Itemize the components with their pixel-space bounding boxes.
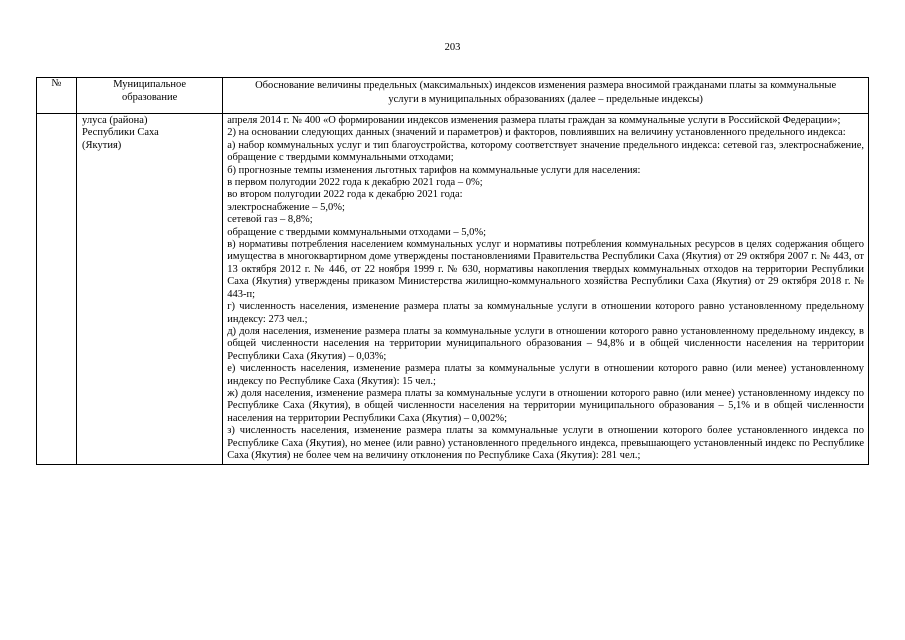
header-num: № — [37, 78, 77, 114]
justification-paragraph: апреля 2014 г. № 400 «О формировании индексов изменения размера платы граждан за коммунальные услуги в Российской Федерации»; — [227, 115, 841, 126]
justification-paragraph: е) численность населения, изменение размера платы за коммунальные услуги в отношении которого равно (или менее) установленному индексу по Республике Саха (Якутия): 15 чел.; — [227, 363, 864, 387]
table-row — [37, 114, 869, 465]
page-number: 203 — [444, 42, 461, 53]
header-justification — [223, 78, 869, 114]
row-municipality-text: улуса (района) Республики Саха (Якутия) — [82, 115, 159, 151]
justification-paragraph: д) доля населения, изменение размера платы за коммунальные услуги в отношении которого равно установленному предельному индексу, в общей численности населения на территории муниципального образования – 94,8% и в общей численности населения на территории Республики Саха (Якутия) – 0,03%; — [227, 325, 864, 362]
row-num-cell — [37, 114, 77, 465]
justification-paragraph: а) набор коммунальных услуг и тип благоустройства, которому соответствует значение предельного индекса: сетевой газ, электроснабжение, обращение с твердыми коммунальными отходами; — [227, 139, 864, 164]
table-header-row — [37, 78, 869, 114]
row-municipality-cell — [77, 114, 223, 465]
justification-paragraph: ж) доля населения, изменение размера платы за коммунальные услуги в отношении которого равно (или менее) установленному индексу по Республике Саха (Якутия), в общей численности населения на территории муниципального образования – 5,1% и в общей численности населения на территории Республики Саха (Якутия) – 0,002%; — [227, 387, 864, 424]
row-justification-cell — [223, 114, 869, 465]
justification-paragraph: электроснабжение – 5,0%; — [227, 201, 345, 213]
justification-paragraph: сетевой газ – 8,8%; — [227, 214, 313, 226]
header-municipality — [77, 78, 223, 114]
justification-table — [36, 77, 869, 465]
justification-paragraph: в первом полугодии 2022 года к декабрю 2021 года – 0%; — [227, 177, 483, 189]
header-municipality-text: Муниципальное образование — [113, 79, 187, 103]
justification-paragraph: 2) на основании следующих данных (значений и параметров) и факторов, повлиявших на величину установленного предельного индекса: — [227, 127, 846, 139]
justification-paragraph: з) численность населения, изменение размера платы за коммунальные услуги в отношении которого более установленного индекса по Республике Саха (Якутия), но менее (или равно) установленного предельного индекса, превышающего установленный индекс по Республике Саха (Якутия) не более чем на величину отклонения по Республике Саха (Якутия): 281 чел.; — [227, 425, 864, 461]
justification-paragraph: б) прогнозные темпы изменения льготных тарифов на коммунальные услуги для населения: — [227, 164, 641, 176]
justification-paragraph: в) нормативы потребления населением коммунальных услуг и нормативы потребления коммунальных ресурсов в целях содержания общего имущества в многоквартирном доме утверждены постановлениями Правительства Республики Саха (Якутия) от 29 октября 2007 г. № 443, от 13 октября 2012 г. № 446, от 22 ноября 1999 г. № 630, нормативы накопления твердых коммунальных отходов на территории Республики Саха (Якутия) утверждены приказом Министерства жилищно-коммунального хозяйства Республики Саха (Якутия) от 29 октября 2018 г. № 443-п; — [227, 239, 864, 300]
justification-paragraph: во втором полугодии 2022 года к декабрю 2021 года: — [227, 189, 463, 201]
header-justification-text: Обоснование величины предельных (максимальных) индексов изменения размера вносимой гражданами платы за коммунальные услуги в муниципальных образованиях (далее – предельные индексы) — [255, 80, 837, 105]
justification-paragraph: г) численность населения, изменение размера платы за коммунальные услуги в отношении которого равно установленному предельному индексу: 273 чел.; — [227, 301, 864, 325]
justification-paragraph: обращение с твердыми коммунальными отходами – 5,0%; — [227, 226, 486, 238]
